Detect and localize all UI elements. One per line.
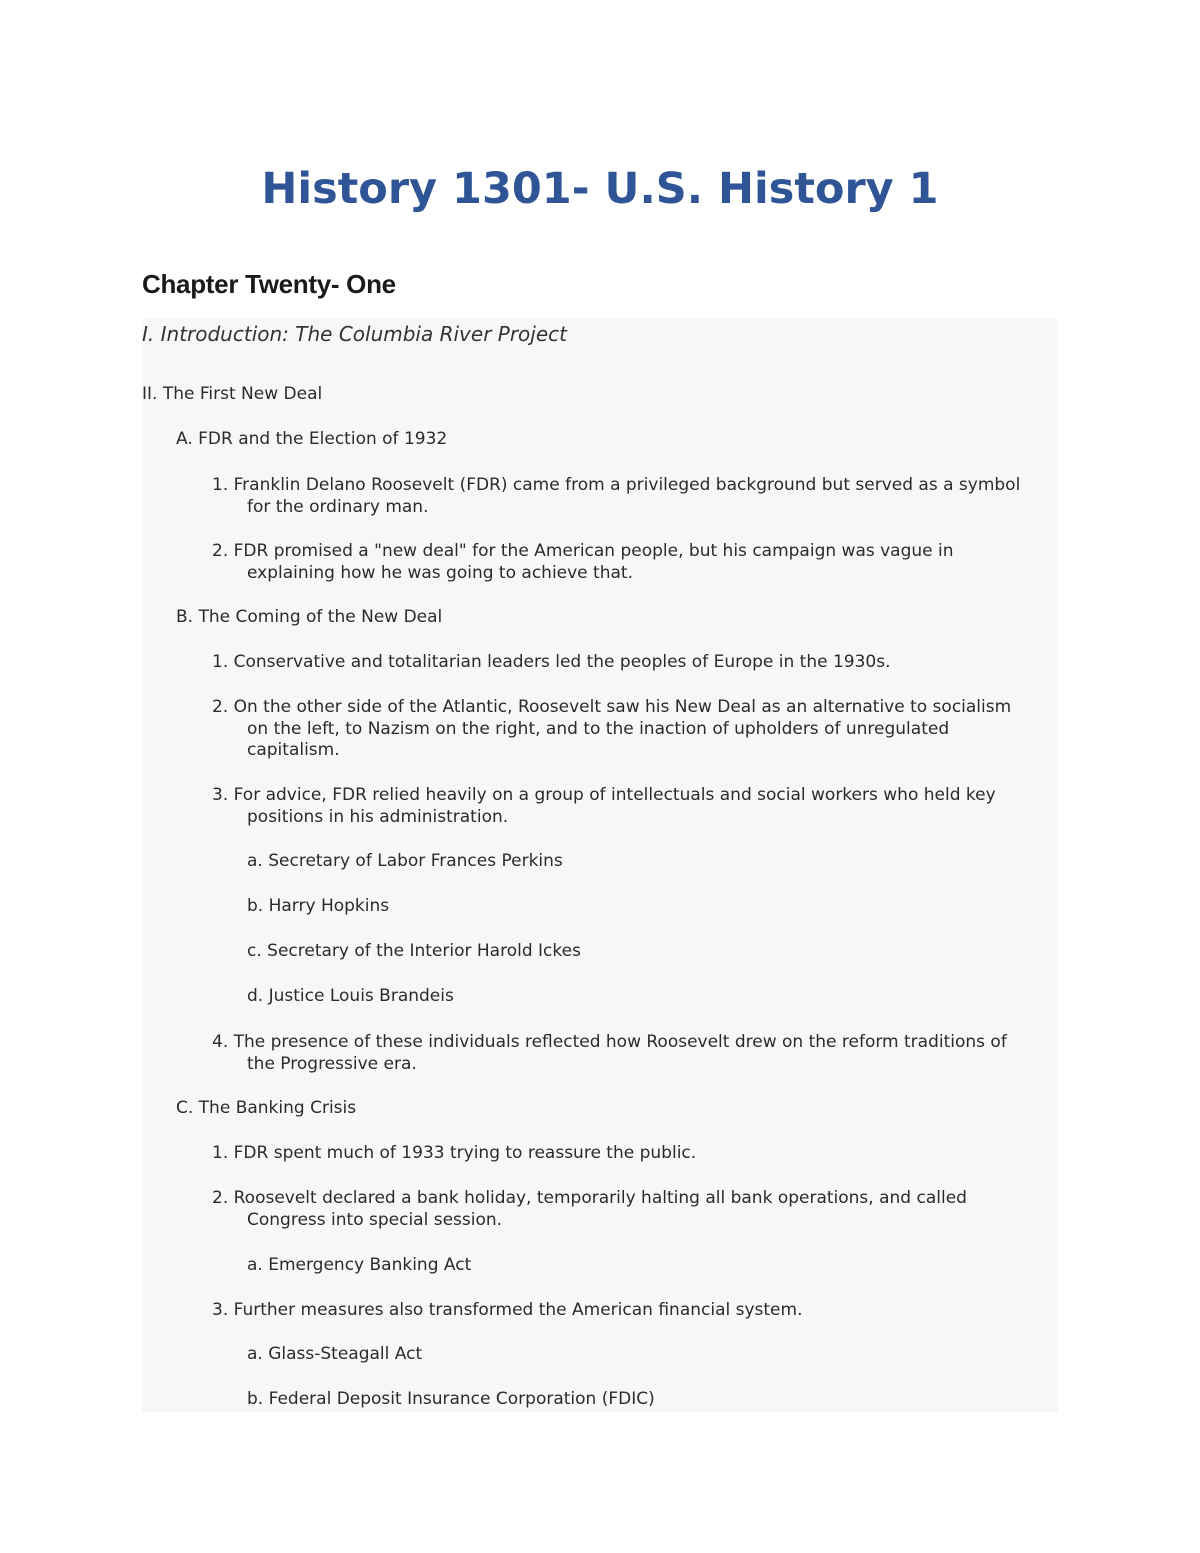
outline-subitem-c2a: a. Emergency Banking Act bbox=[247, 1255, 472, 1275]
outline-item-text: Congress into special session. bbox=[247, 1209, 503, 1230]
outline-item-text: 2. FDR promised a "new deal" for the American people, but his campaign was vague in bbox=[212, 541, 954, 561]
outline-heading-c: C. The Banking Crisis bbox=[176, 1098, 357, 1118]
outline-item-text: 1. Franklin Delano Roosevelt (FDR) came from a privileged background but served as a symbol bbox=[212, 475, 1021, 495]
outline-item-text: 3. For advice, FDR relied heavily on a group of intellectuals and social workers who held key bbox=[212, 785, 996, 805]
outline-subitem-b3c: c. Secretary of the Interior Harold Ickes bbox=[247, 941, 581, 961]
outline-subitem-b3d: d. Justice Louis Brandeis bbox=[247, 986, 454, 1006]
outline-subitem-b3a: a. Secretary of Labor Frances Perkins bbox=[247, 851, 563, 871]
outline-item-a1 bbox=[212, 475, 1020, 518]
outline-item-c2 bbox=[212, 1188, 967, 1231]
outline-subitem-c3a: a. Glass-Steagall Act bbox=[247, 1344, 423, 1364]
outline-item-c1: 1. FDR spent much of 1933 trying to reassure the public. bbox=[212, 1143, 697, 1163]
outline-item-text: 2. On the other side of the Atlantic, Roosevelt saw his New Deal as an alternative to socialism bbox=[212, 697, 1012, 717]
outline-item-b4 bbox=[212, 1032, 1007, 1075]
outline-item-text: on the left, to Nazism on the right, and to the inaction of upholders of unregulated bbox=[247, 718, 950, 739]
chapter-heading: Chapter Twenty- One bbox=[142, 269, 396, 299]
outline-subitem-b3b: b. Harry Hopkins bbox=[247, 896, 390, 916]
outline-subitem-c3b: b. Federal Deposit Insurance Corporation (FDIC) bbox=[247, 1389, 655, 1409]
outline-item-b2 bbox=[212, 697, 1011, 762]
outline-item-a2 bbox=[212, 541, 954, 584]
outline-item-text: capitalism. bbox=[247, 740, 340, 760]
outline-intro: I. Introduction: The Columbia River Project bbox=[142, 322, 567, 346]
outline-item-text: 4. The presence of these individuals reflected how Roosevelt drew on the reform traditions of bbox=[212, 1032, 1007, 1052]
outline-item-b1: 1. Conservative and totalitarian leaders led the peoples of Europe in the 1930s. bbox=[212, 652, 891, 672]
outline-item-c3: 3. Further measures also transformed the American financial system. bbox=[212, 1300, 803, 1320]
outline-heading-a: A. FDR and the Election of 1932 bbox=[176, 429, 448, 449]
outline-item-text: explaining how he was going to achieve that. bbox=[247, 562, 633, 583]
outline-item-b3 bbox=[212, 785, 996, 828]
outline-item-text: 2. Roosevelt declared a bank holiday, temporarily halting all bank operations, and called bbox=[212, 1188, 967, 1208]
outline-item-text: the Progressive era. bbox=[247, 1053, 417, 1074]
outline-item-text: for the ordinary man. bbox=[247, 496, 429, 517]
outline-section-ii: II. The First New Deal bbox=[142, 384, 323, 404]
outline-item-text: positions in his administration. bbox=[247, 806, 509, 827]
page-title: History 1301- U.S. History 1 bbox=[261, 164, 939, 214]
outline-heading-b: B. The Coming of the New Deal bbox=[176, 607, 443, 627]
